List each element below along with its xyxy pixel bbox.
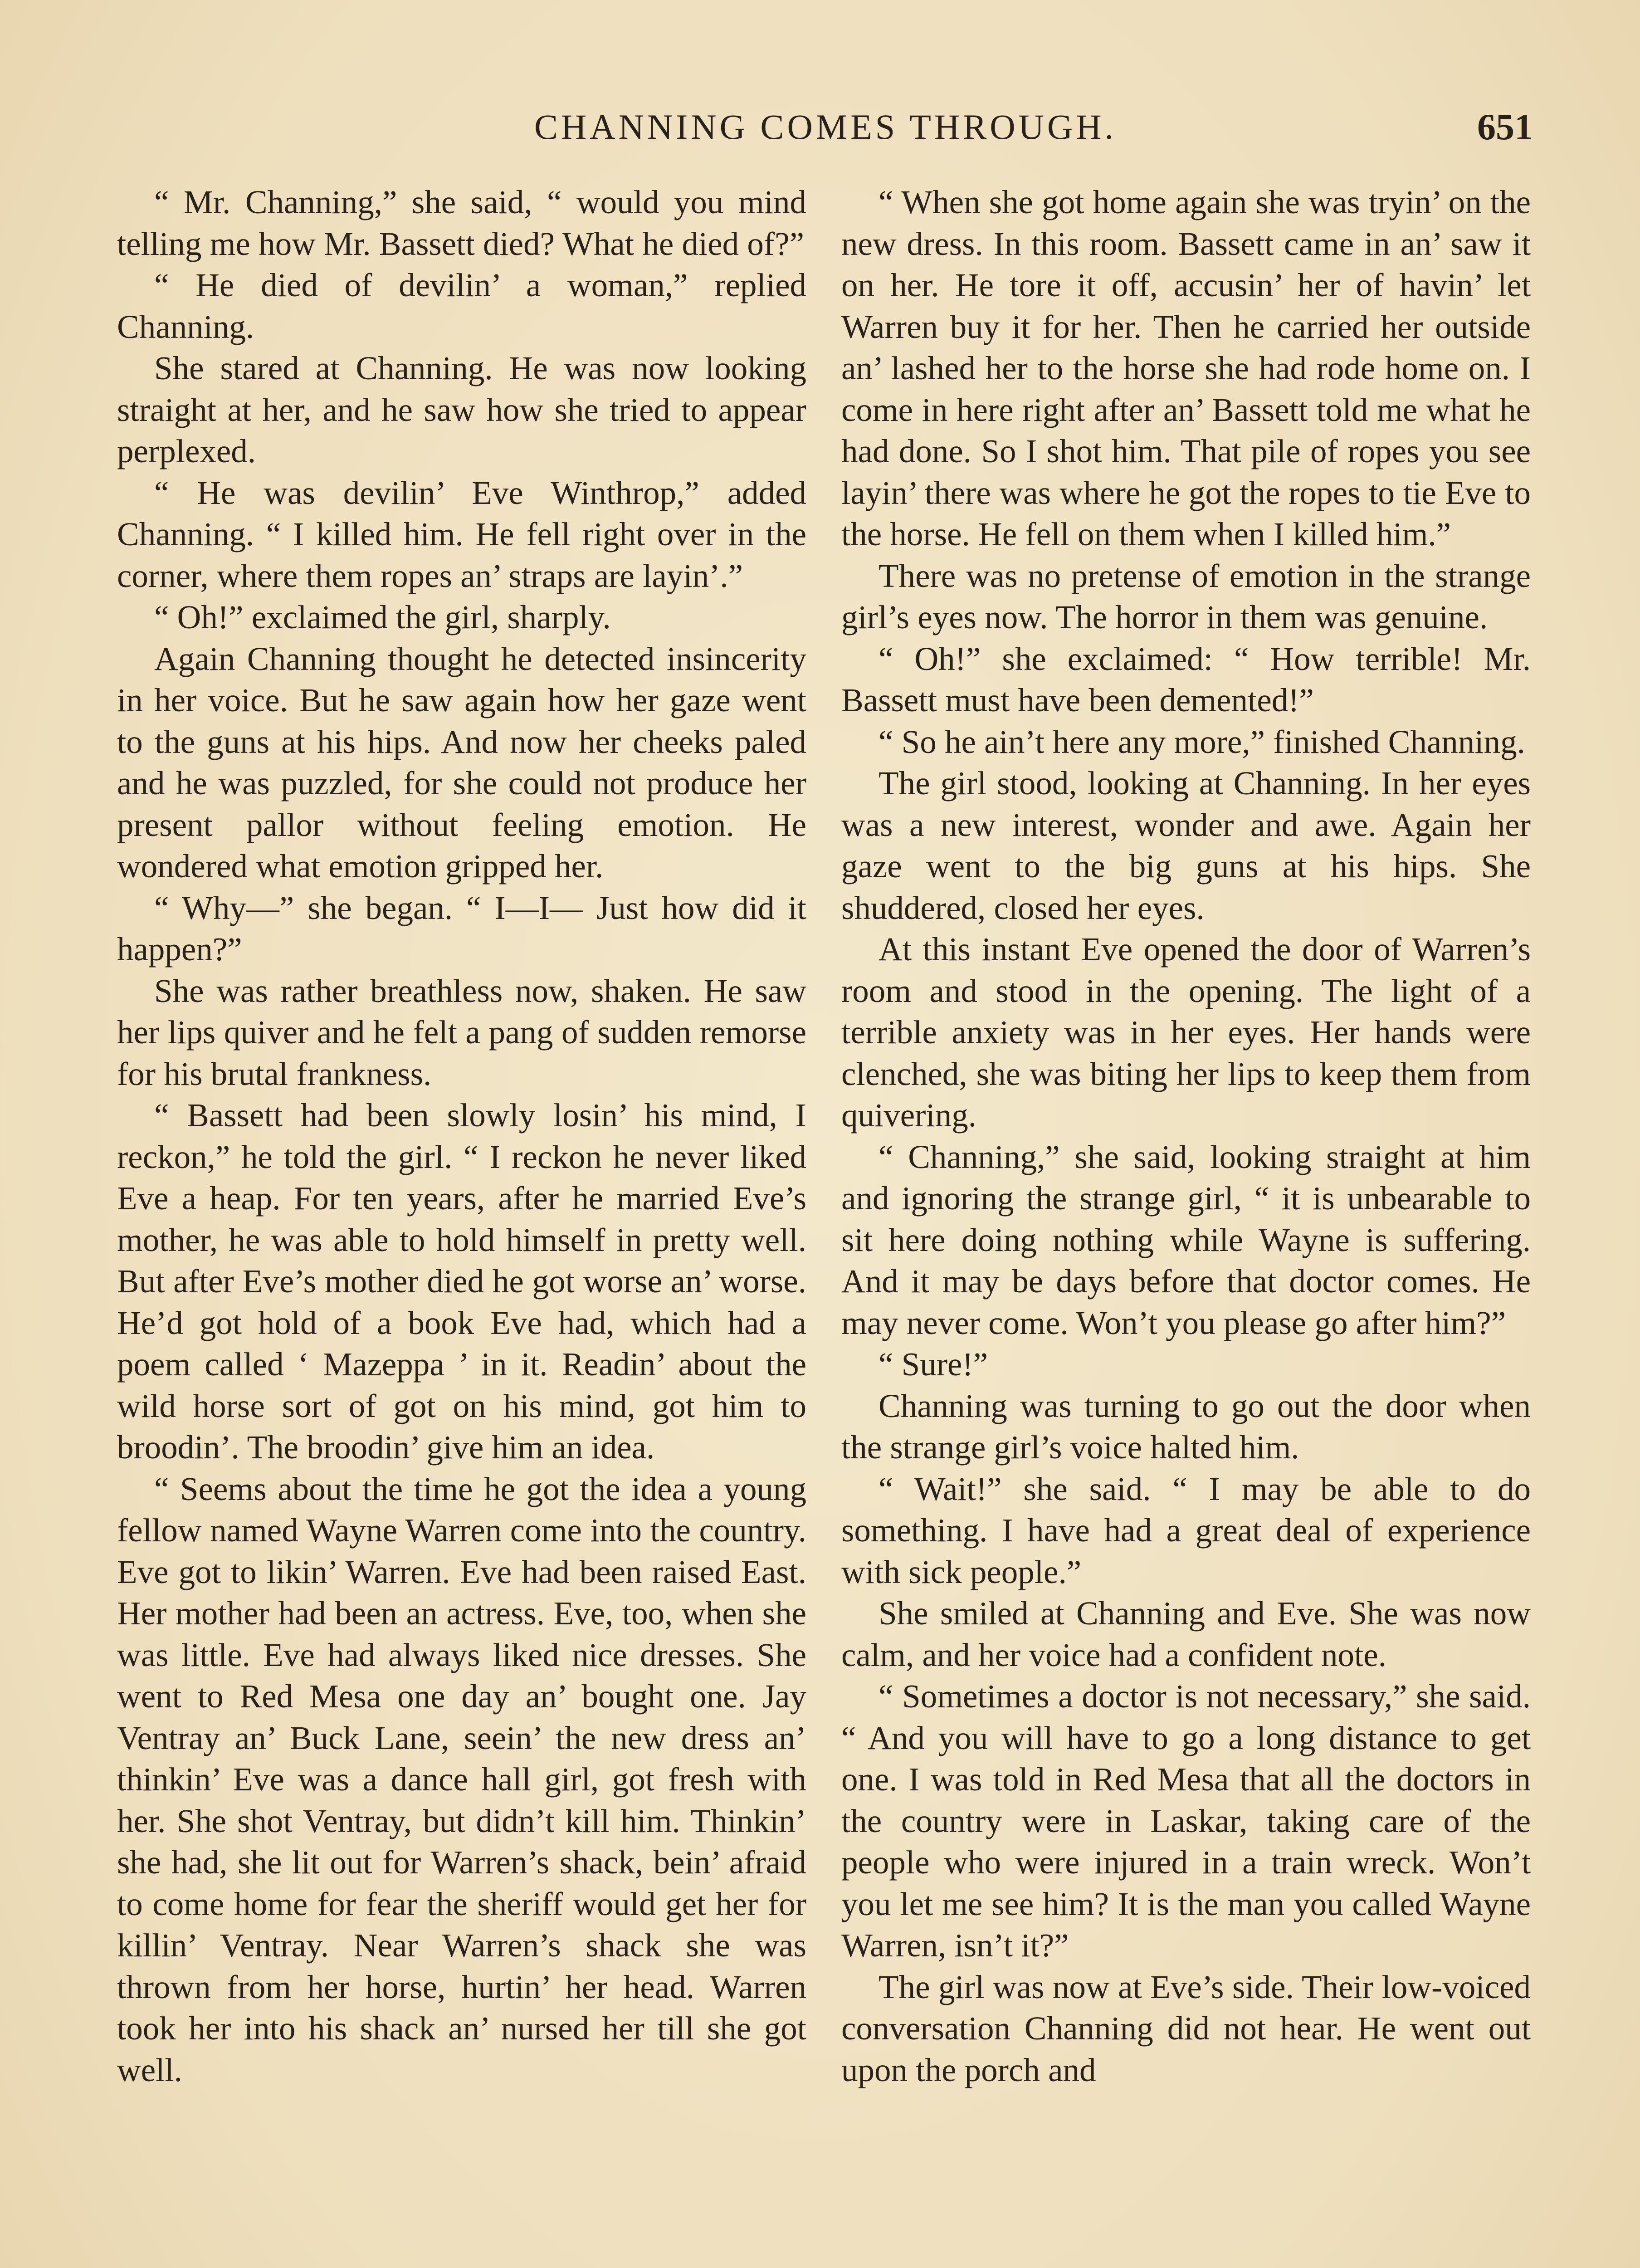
paragraph: “ So he ain’t here any more,” finished Channing. [879, 723, 1525, 760]
paragraph: Again Channing thought he detected insincerity in her voice. But he saw again how her gaze went to the guns at his hips. And now her cheeks paled and he was puzzled, for she could not produce her present pallor without feeling emotion. He wondered what emotion gripped her. [117, 640, 806, 885]
paragraph: “ He was devilin’ Eve Winthrop,” added Channing. “ I killed him. He fell right over in the corner, where them ropes an’ straps are layin’.” [117, 474, 806, 594]
paragraph: “ Oh!” exclaimed the girl, sharply. [154, 599, 611, 635]
paragraph: There was no pretense of emotion in the strange girl’s eyes now. The horror in them was genuine. [841, 557, 1531, 635]
paragraph: “ Bassett had been slowly losin’ his mind, I reckon,” he told the girl. “ I reckon he never liked Eve a heap. For ten years, after he married Eve’s mother, he was able to hold himself in pretty well. But after Eve’s mother died he got worse an’ worse. He’d got hold of a book Eve had, which had a poem called ‘ Mazeppa ’ in it. Readin’ about the wild horse sort of got on his mind, got him to broodin’. The broodin’ give him an idea. [117, 1097, 806, 1466]
paragraph: “ Wait!” she said. “ I may be able to do something. I have had a great deal of experience with sick people.” [841, 1470, 1531, 1590]
paragraph: Channing was turning to go out the door when the strange girl’s voice halted him. [841, 1387, 1531, 1466]
paragraph: She stared at Channing. He was now looking straight at her, and he saw how she tried to appear perplexed. [117, 350, 806, 469]
paragraph: At this instant Eve opened the door of Warren’s room and stood in the opening. The light of a terrible anxiety was in her eyes. Her hands were clenched, she was biting her lips to keep them from quivering. [841, 931, 1531, 1134]
paragraph: She was rather breathless now, shaken. He saw her lips quiver and he felt a pang of sudden remorse for his brutal frankness. [117, 972, 806, 1092]
paragraph: “ When she got home again she was tryin’ on the new dress. In this room. Bassett came in an’ saw it on her. He tore it off, accusin’ her of havin’ let Warren buy it for her. Then he carried her outside an’ lashed her to the horse she had rode home on. I come in here right after an’ Bassett told me what he had done. So I shot him. That pile of ropes you see layin’ there was where he got the ropes to tie Eve to the horse. He fell on them when I killed him.” [841, 184, 1531, 552]
running-head [118, 95, 1533, 159]
paragraph: “ He died of devilin’ a woman,” replied Channing. [117, 267, 806, 345]
text-column-left [117, 181, 806, 2268]
paragraph: “ Channing,” she said, looking straight at him and ignoring the strange girl, “ it is unbearable to sit here doing nothing while Wayne is suffering. And it may be days before that doctor comes. He may never come. Won’t you please go after him?” [841, 1138, 1531, 1341]
page-number: 651 [1477, 106, 1533, 147]
paragraph: “ Sure!” [879, 1346, 988, 1383]
paragraph: “ Mr. Channing,” she said, “ would you mind telling me how Mr. Bassett died? What he died of?” [117, 184, 806, 262]
paragraph: “ Sometimes a doctor is not necessary,” she said. “ And you will have to go a long distance to get one. I was told in Red Mesa that all the doctors in the country were in Laskar, taking care of the people who were injured in a train wreck. Won’t you let me see him? It is the man you called Wayne Warren, isn’t it?” [841, 1678, 1531, 1964]
paragraph: “ Oh!” she exclaimed: “ How terrible! Mr. Bassett must have been demented!” [841, 640, 1531, 719]
paragraph: “ Why—” she began. “ I—I— Just how did it happen?” [117, 889, 806, 968]
paragraph: The girl stood, looking at Channing. In her eyes was a new interest, wonder and awe. Again her gaze went to the big guns at his hips. She shuddered, closed her eyes. [841, 765, 1531, 926]
running-title: CHANNING COMES THROUGH. [534, 107, 1117, 147]
paragraph: “ Seems about the time he got the idea a young fellow named Wayne Warren come into the country. Eve got to likin’ Warren. Eve had been raised East. Her mother had been an actress. Eve, too, when she was little. Eve had always liked nice dresses. She went to Red Mesa one day an’ bought one. Jay Ventray an’ Buck Lane, seein’ the new dress an’ thinkin’ Eve was a dance hall girl, got fresh with her. She shot Ventray, but didn’t kill him. Thinkin’ she had, she lit out for Warren’s shack, bein’ afraid to come home for fear the sheriff would get her for killin’ Ventray. Near Warren’s shack she was thrown from her horse, hurtin’ her head. Warren took her into his shack an’ nursed her till she got well. [117, 1470, 806, 2088]
paragraph: The girl was now at Eve’s side. Their low-voiced conversation Channing did not hear. He went out upon the porch and [841, 1968, 1531, 2088]
paragraph: She smiled at Channing and Eve. She was now calm, and her voice had a confident note. [841, 1595, 1531, 1673]
text-column-right [841, 181, 1531, 2268]
